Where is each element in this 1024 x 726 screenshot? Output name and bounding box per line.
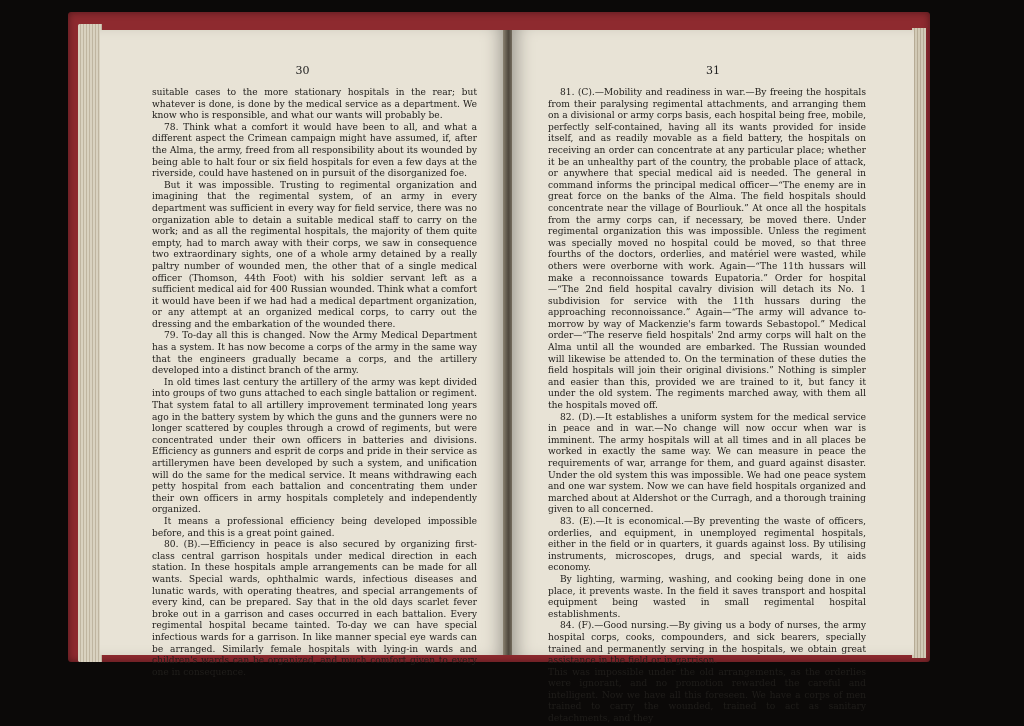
right-page-text <box>548 88 866 726</box>
page-edges-left <box>78 24 102 662</box>
left-page <box>100 30 505 678</box>
right-page <box>512 30 914 725</box>
paragraph: suitable cases to the more stationary hospitals in the rear; but whatever is done, is done by the medical service as a department. We know who is responsible, and what our wants will probably be. <box>152 88 477 122</box>
paragraph: By lighting, warming, washing, and cooking being done in one place, it prevents waste. In the field it saves transport and hospital equipment being wasted in small regimental hospital establishments. <box>548 574 866 620</box>
left-page-text <box>152 88 477 679</box>
paragraph: 82. (D).—It establishes a uniform system for the medical service in peace and in war.—No change will now occur when war is imminent. The army hospitals will at all times and in all places be worked in exactly the same way. We can measure in peace the requirements of war, arrange for them, and guard against disaster. Under the old system this was impossible. We had one peace system and one war system. Now we can have field hospitals organized and marched about at Aldershot or the Curragh, and a thorough training given to all concerned. <box>548 412 866 516</box>
paragraph: In old times last century the artillery of the army was kept divided into groups of two guns attached to each single battalion or regiment. That system fatal to all artillery improvement terminated long years ago in the battery system by which the guns and the gunners were no longer scattered by couples through a crowd of regiments, but were concentrated under their own officers in batteries and divisions. Efficiency as gunners and esprit de corps and pride in their service as artillerymen have been developed by such a system, and unification will do the same for the medical service. It means withdrawing each petty hospital from each battalion and concentrating them under their own officers in army hospitals completely and independently organized. <box>152 377 477 516</box>
paragraph: 83. (E).—It is economical.—By preventing the waste of officers, orderlies, and equipment, in unemployed regimental hospitals, either in the field or in quarters, it guards against loss. By utilising instruments, microscopes, drugs, and special wards, it aids economy. <box>548 516 866 574</box>
paragraph: It means a professional efficiency being developed impossible before, and this is a great point gained. <box>152 516 477 539</box>
page-edges-right <box>912 28 926 658</box>
page-number-left: 30 <box>295 64 310 77</box>
paragraph: 78. Think what a comfort it would have been to all, and what a different aspect the Crimean campaign might have assumed, if, after the Alma, the army, freed from all responsibility about its wounded by being able to halt four or six field hospitals for even a few days at the riverside, could have hastened on in pursuit of the disorganized foe. <box>152 122 477 180</box>
paragraph: 79. To-day all this is changed. Now the Army Medical Department has a system. It has now become a corps of the army in the same way that the engineers gradually became a corps, and the artillery developed into a distinct branch of the army. <box>152 331 477 377</box>
paragraph: But it was impossible. Trusting to regimental organization and imagining that the regimental system, of an army in every department was sufficient in every way for field service, there was no organization able to detain a suitable medical staff to carry on the work; and as all the regimental hospitals, the majority of them quite empty, had to march away with their corps, we saw in consequence two extraordinary sights, one of a whole army detained by a really paltry number of wounded men, the other that of a single medical officer (Thomson, 44th Foot) with his soldier servant left as a sufficient medical aid for 400 Russian wounded. Think what a comfort it would have been if we had had a medical department organization, or any attempt at an organized medical corps, to carry out the dressing and the embarkation of the wounded there. <box>152 180 477 330</box>
paragraph: 84. (F).—Good nursing.—By giving us a body of nurses, the army hospital corps, cooks, compounders, and sick bearers, specially trained and permanently serving in the hospitals, we obtain great assistance in the field or in garrison. <box>548 621 866 667</box>
paragraph: 80. (B).—Efficiency in peace is also secured by organizing first-class central garrison hospitals under medical direction in each station. In these hospitals ample arrangements can be made for all wants. Special wards, ophthalmic wards, infectious diseases and lunatic wards, with operating theatres, and special arrangements of every kind, can be prepared. Say that in the old days scarlet fever broke out in a garrison and cases occurred in each battalion. Every regimental hospital became tainted. To-day we can have special infectious wards for a garrison. In like manner special eye wards can be arranged. Similarly female hospitals with lying-in wards and children's wards can be organized, and much comfort given to every one in consequence. <box>152 540 477 678</box>
page-number-right: 31 <box>706 64 720 77</box>
paragraph: This was impossible under the old arrangements, as the orderlies were ignorant, and no promotion rewarded the careful and intelligent. Now we have all this foreseen. We have a corps of men trained to carry the wounded, trained to act as sanitary detachments, and they <box>548 667 866 725</box>
paragraph: 81. (C).—Mobility and readiness in war.—By freeing the hospitals from their paralysing regimental attachments, and arranging them on a divisional or army corps basis, each hospital being free, mobile, perfectly self-contained, having all its wants provided for inside itself, and as readily movable as a field battery, the hospitals on receiving an order can concentrate at any particular place; whether it be an unhealthy part of the country, the probable place of attack, or anywhere that special medical aid is needed. The general in command informs the principal medical officer—“The enemy are in great force on the banks of the Alma. The field hospitals should concentrate near the village of Bourliouk.” At once all the hospitals from the army corps can, if necessary, be moved there. Under regimental organization this was impossible. Unless the regiment was specially moved no hospital could be moved, so that three fourths of the doctors, orderlies, and matériel were wasted, while others were overborne with work. Again—“The 11th hussars will make a reconnoissance towards Eupatoria.” Order for hospital—“The 2nd field hospital cavalry division will detach its No. 1 subdivision for service with the 11th hussars during the approaching reconnoissance.” Again—“The army will advance to-morrow by way of Mackenzie's farm towards Sebastopol.” Medical order—“The reserve field hospitals' 2nd army corps will halt on the Alma until all the wounded are embarked. The Russian wounded will likewise be attended to. On the termination of these duties the field hospitals will join their original divisions.” Nothing is simpler and easier than this, provided we are trained to it, but fancy it under the old system. The regiments marched away, with them all the hospitals moved off. <box>548 88 866 412</box>
